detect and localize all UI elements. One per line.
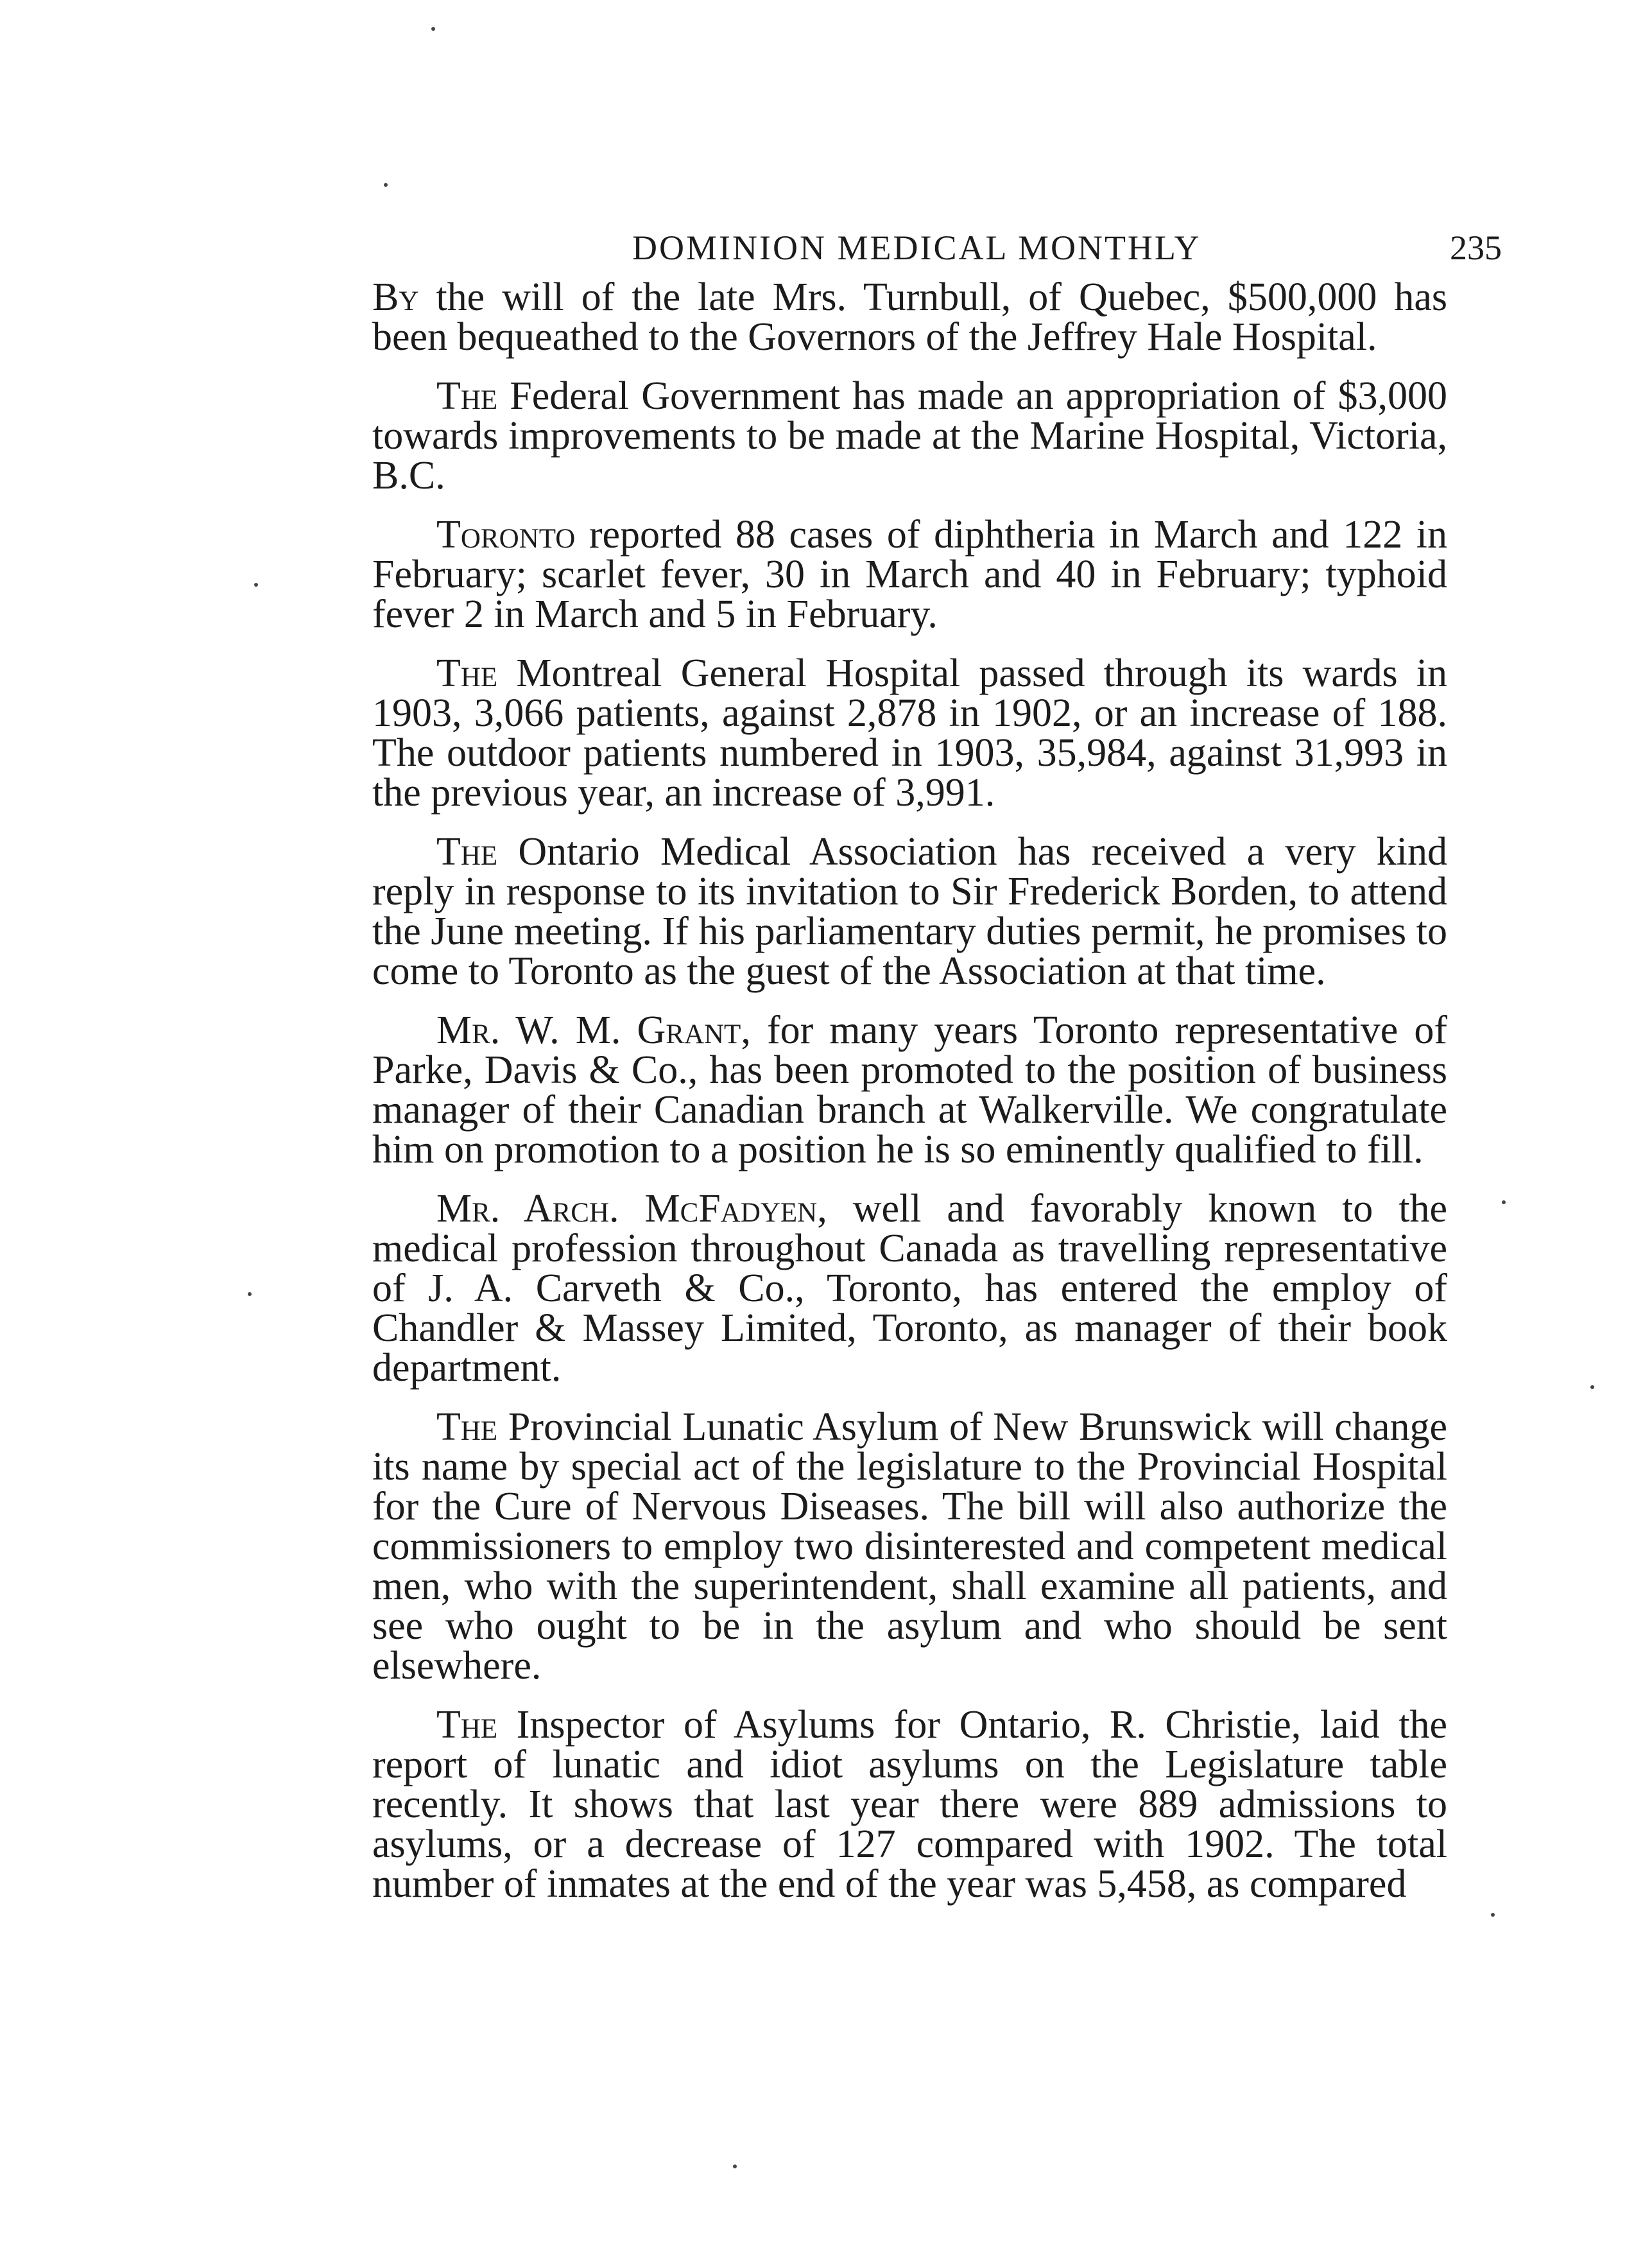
page-header (372, 228, 1502, 279)
paragraph-lead: Mr. W. M. Grant, (436, 1008, 751, 1052)
paragraph-text: Provincial Lunatic Asylum of New Brunswick will change its name by special act of the legislature to the Provincial Hospital for the Cure of Nervous Diseases. The bill will also authorize the commissioners to employ two disinterested and competent medical men, who with the superintendent, shall examine all patients, and see who ought to be in the asylum and who should be sent elsewhere. (372, 1405, 1447, 1688)
paragraph (372, 376, 1447, 496)
scan-speck (1491, 1913, 1495, 1917)
paragraph (372, 1705, 1447, 1904)
paragraph-text: well and favorably known to the medical profession throughout Canada as travelling representative of J. A. Carveth & Co., Toronto, has entered the employ of Chandler & Massey Limited, Toronto, as manager of their book department. (372, 1187, 1447, 1390)
paragraph-text: Ontario Medical Association has received a very kind reply in response to its invitation to Sir Frederick Borden, to attend the June meeting. If his parliamentary duties permit, he promises to come to Toronto as the guest of the Association at that time. (372, 830, 1447, 993)
paragraph-lead: By (372, 275, 419, 319)
paragraph-text: Federal Government has made an appropriation of $3,000 towards improvements to be made at the Marine Hospital, Victoria, B.C. (372, 374, 1447, 497)
paragraph-lead: The (436, 1405, 498, 1449)
scan-speck (1502, 1200, 1506, 1204)
paragraph-text: Inspector of Asylums for Ontario, R. Christie, laid the report of lunatic and idiot asylums on the Legislature table recently. It shows that last year there were 889 admissions to asylums, or a decrease of 127 compared with 1902. The total number of inmates at the end of the year was 5,458, as compared (372, 1703, 1447, 1906)
scan-speck (431, 27, 435, 31)
paragraph-lead: The (436, 1703, 498, 1747)
paragraph (372, 832, 1447, 991)
paragraph (372, 1407, 1447, 1686)
paragraph-text: for many years Toronto representative of Parke, Davis & Co., has been promoted to the position of business manager of their Canadian branch at Walkerville. We congratulate him on promotion to a position he is so eminently qualified to fill. (372, 1008, 1447, 1171)
paragraph-lead: The (436, 374, 498, 418)
paragraph-lead: The (436, 652, 498, 695)
scan-speck (733, 2165, 737, 2168)
running-head: DOMINION MEDICAL MONTHLY (632, 229, 1201, 267)
paragraph-text: Montreal General Hospital passed through its wards in 1903, 3,066 patients, against 2,878 in 1902, or an increase of 188. The outdoor patients numbered in 1903, 35,984, against 31,993 in the previous year, an increase of 3,991. (372, 652, 1447, 815)
scan-speck (384, 183, 388, 187)
paragraph-lead: The (436, 830, 498, 874)
scan-speck (248, 1292, 252, 1296)
page-number: 235 (1450, 229, 1502, 267)
paragraph (372, 515, 1447, 634)
scan-speck (1590, 1385, 1594, 1389)
scan-speck (254, 583, 258, 587)
article-body (372, 277, 1447, 1923)
paragraph (372, 653, 1447, 813)
paragraph (372, 277, 1447, 357)
paragraph-text: reported 88 cases of diphtheria in March and 122 in February; scarlet fever, 30 in March and 40 in February; typhoid fever 2 in March and 5 in February. (372, 513, 1447, 636)
paragraph-lead: Toronto (436, 513, 576, 557)
paragraph (372, 1189, 1447, 1388)
paragraph-text: the will of the late Mrs. Turnbull, of Quebec, $500,000 has been bequeathed to the Governors of the Jeffrey Hale Hospital. (372, 275, 1447, 359)
paragraph (372, 1010, 1447, 1170)
paragraph-lead: Mr. Arch. McFadyen, (436, 1187, 827, 1231)
